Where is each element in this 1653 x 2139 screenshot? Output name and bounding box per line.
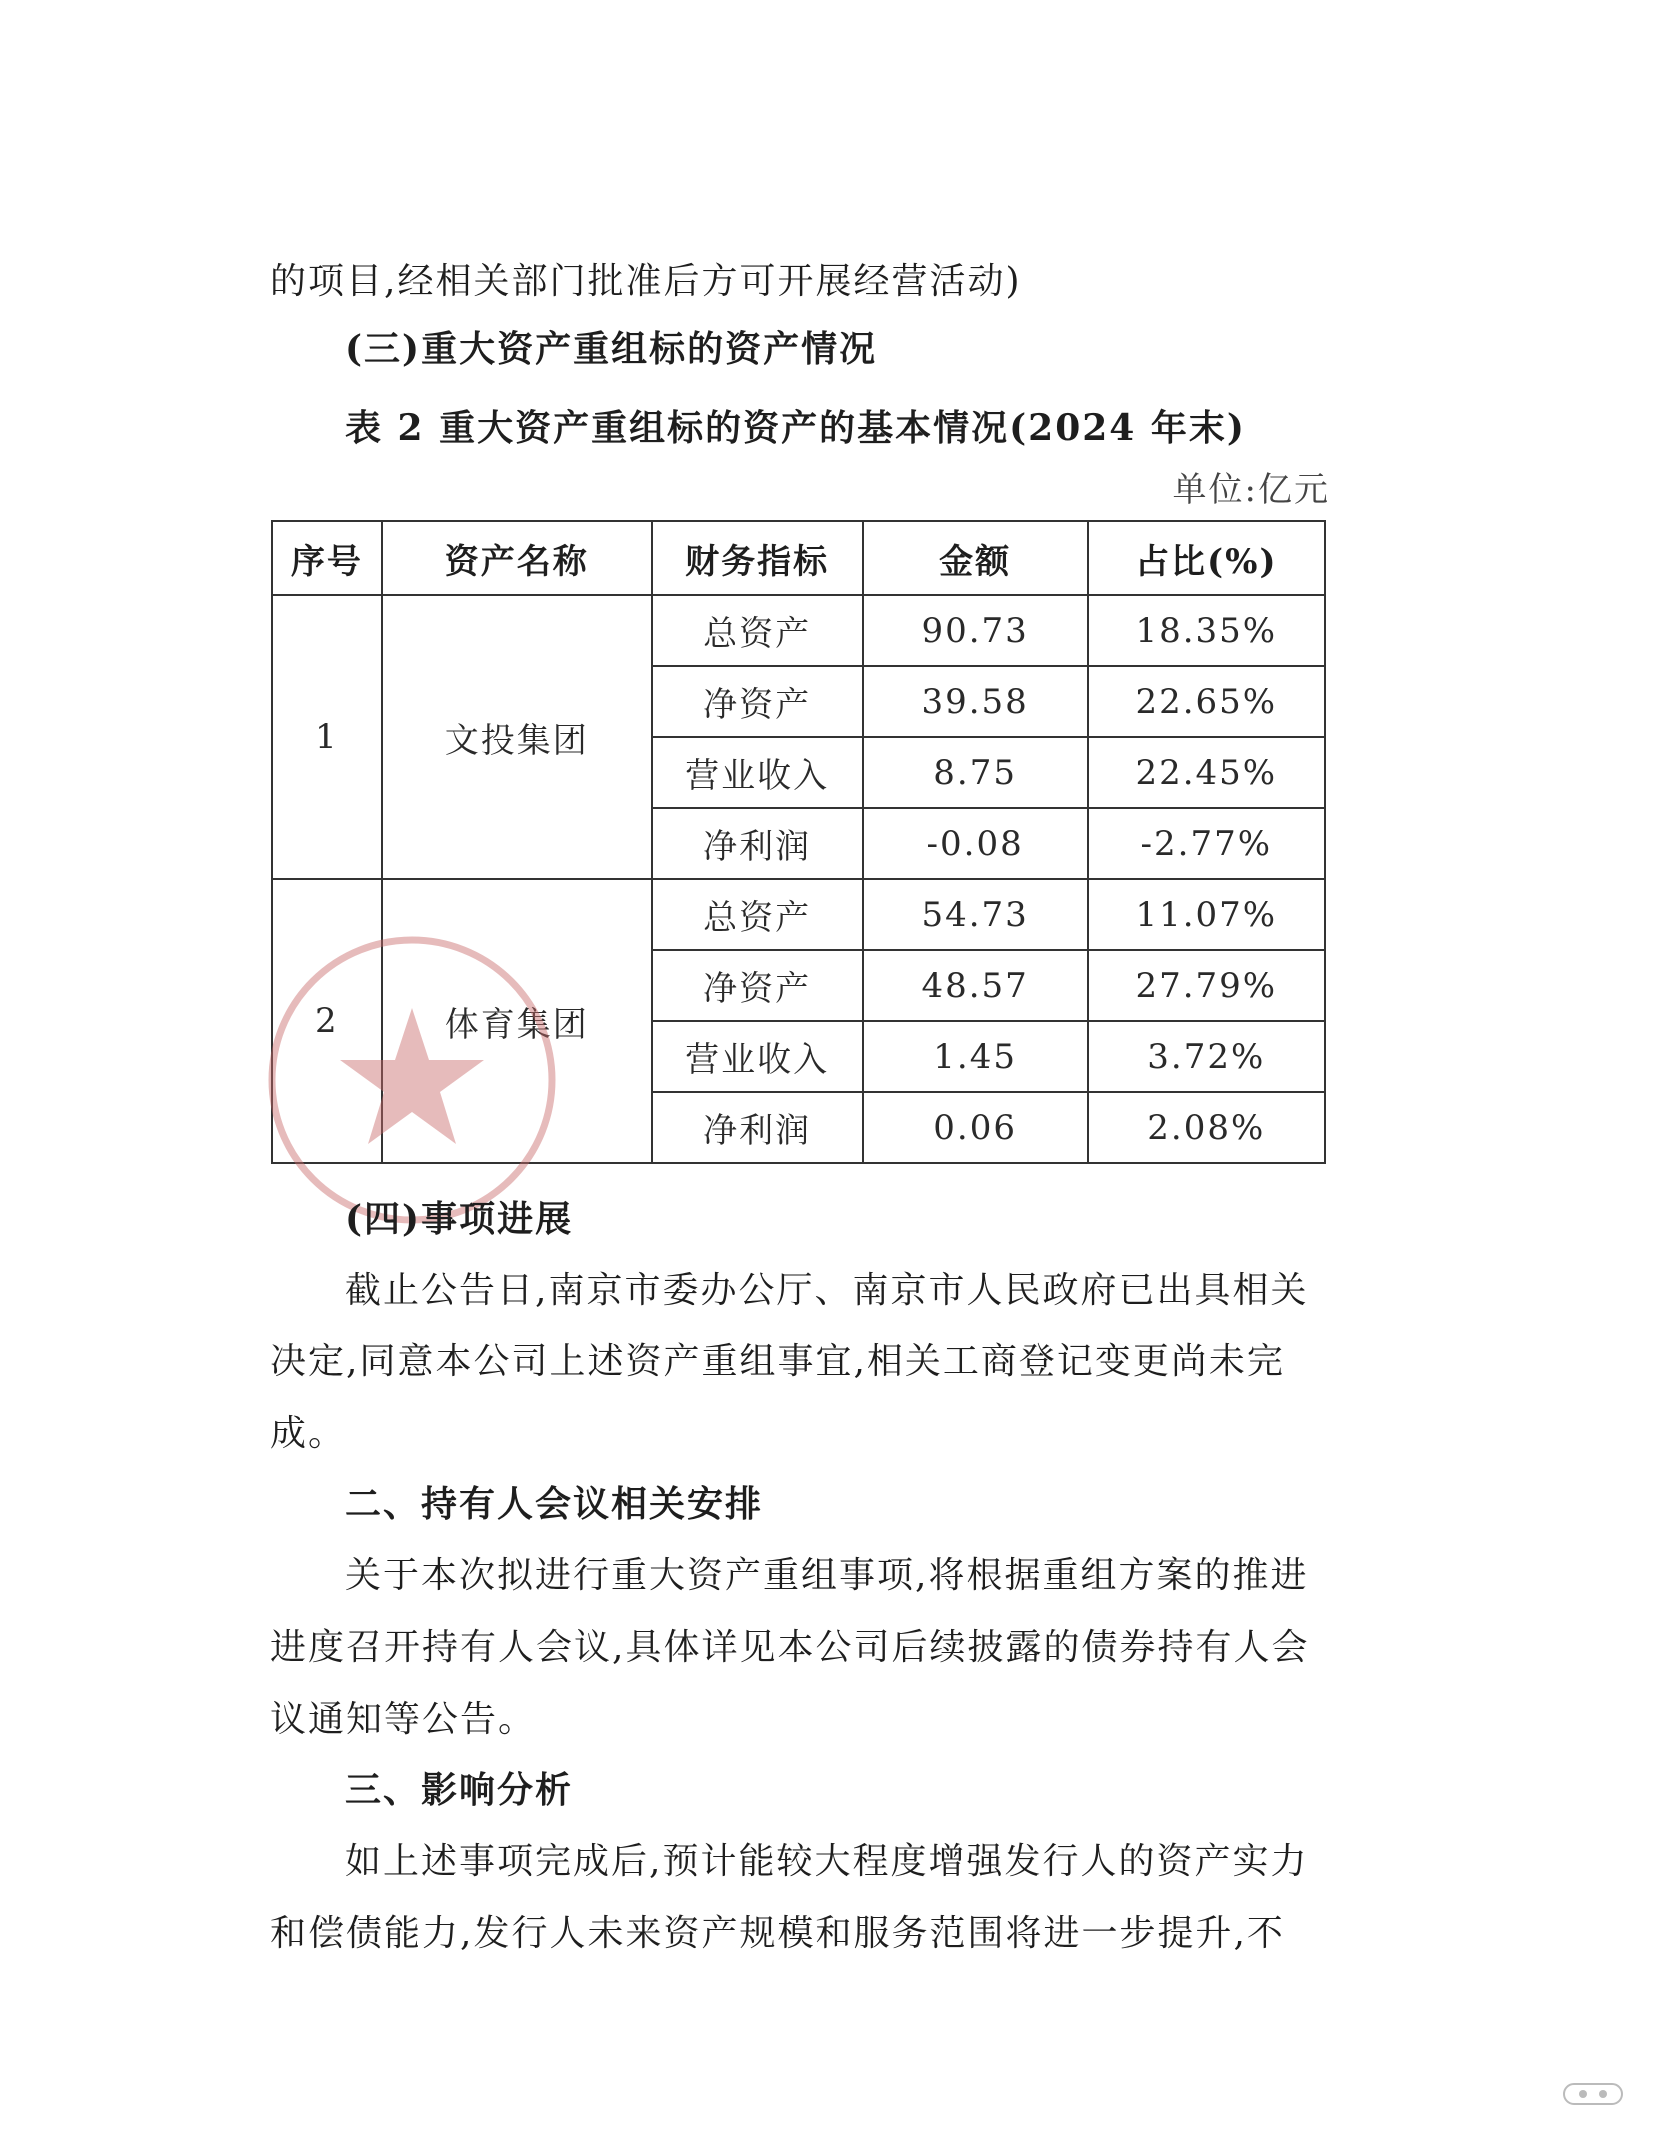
header-indicator: 财务指标 xyxy=(652,521,863,595)
part-2-line: 关于本次拟进行重大资产重组事项,将根据重组方案的推进 xyxy=(345,1555,1309,1596)
cell-amount: 54.73 xyxy=(863,879,1088,950)
cell-indicator: 净资产 xyxy=(652,950,863,1021)
watermark-icon xyxy=(1563,2083,1623,2105)
cell-indicator: 总资产 xyxy=(652,879,863,950)
cell-amount: -0.08 xyxy=(863,808,1088,879)
section-4-line: 截止公告日,南京市委办公厅、南京市人民政府已出具相关 xyxy=(345,1270,1309,1311)
cell-asset-name: 文投集团 xyxy=(382,595,652,879)
cell-amount: 39.58 xyxy=(863,666,1088,737)
section-4-line: 决定,同意本公司上述资产重组事宜,相关工商登记变更尚未完 xyxy=(270,1341,1285,1382)
company-seal xyxy=(262,930,562,1230)
cell-indicator: 净利润 xyxy=(652,808,863,879)
cell-amount: 8.75 xyxy=(863,737,1088,808)
cell-amount: 0.06 xyxy=(863,1092,1088,1163)
table-header-row xyxy=(272,521,1325,595)
cell-indicator: 净利润 xyxy=(652,1092,863,1163)
cell-indicator: 营业收入 xyxy=(652,1021,863,1092)
header-amount: 金额 xyxy=(863,521,1088,595)
cell-ratio: 3.72% xyxy=(1088,1021,1325,1092)
header-asset-name: 资产名称 xyxy=(382,521,652,595)
cell-ratio: 2.08% xyxy=(1088,1092,1325,1163)
part-2-line: 议通知等公告。 xyxy=(270,1699,537,1740)
header-ratio: 占比(%) xyxy=(1088,521,1325,595)
section-3-title: (三)重大资产重组标的资产情况 xyxy=(345,328,878,370)
cell-no: 1 xyxy=(272,595,382,879)
part-3-title: 三、影响分析 xyxy=(345,1769,574,1811)
cell-asset-name: 体育集团 xyxy=(382,879,652,1163)
cell-amount: 90.73 xyxy=(863,595,1088,666)
cell-ratio: -2.77% xyxy=(1088,808,1325,879)
header-no: 序号 xyxy=(272,521,382,595)
part-3-line: 如上述事项完成后,预计能较大程度增强发行人的资产实力 xyxy=(345,1841,1309,1882)
cell-ratio: 27.79% xyxy=(1088,950,1325,1021)
cell-ratio: 22.45% xyxy=(1088,737,1325,808)
body-line-1: 的项目,经相关部门批准后方可开展经营活动) xyxy=(270,261,1022,302)
cell-ratio: 22.65% xyxy=(1088,666,1325,737)
cell-amount: 1.45 xyxy=(863,1021,1088,1092)
cell-ratio: 11.07% xyxy=(1088,879,1325,950)
section-4-title: (四)事项进展 xyxy=(345,1198,574,1240)
seal-star-icon xyxy=(340,1008,484,1144)
cell-no: 2 xyxy=(272,879,382,1163)
part-3-line: 和偿债能力,发行人未来资产规模和服务范围将进一步提升,不 xyxy=(270,1913,1285,1954)
cell-indicator: 总资产 xyxy=(652,595,863,666)
part-2-title: 二、持有人会议相关安排 xyxy=(345,1483,764,1525)
cell-indicator: 营业收入 xyxy=(652,737,863,808)
table-unit: 单位:亿元 xyxy=(1172,470,1330,510)
part-2-line: 进度召开持有人会议,具体详见本公司后续披露的债券持有人会 xyxy=(270,1627,1310,1668)
section-4-line: 成。 xyxy=(270,1413,347,1454)
cell-ratio: 18.35% xyxy=(1088,595,1325,666)
cell-amount: 48.57 xyxy=(863,950,1088,1021)
table-row xyxy=(272,595,1325,666)
table-caption: 表 2 重大资产重组标的资产的基本情况(2024 年末) xyxy=(345,407,1246,449)
cell-indicator: 净资产 xyxy=(652,666,863,737)
